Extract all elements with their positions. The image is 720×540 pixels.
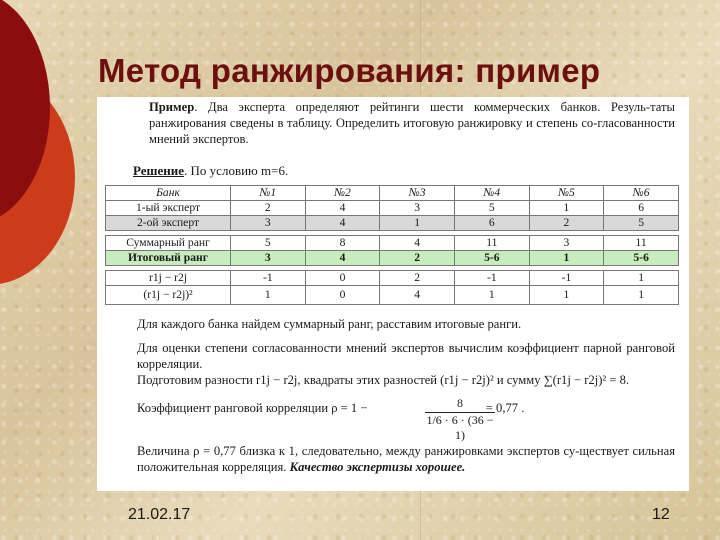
table-cell: 1 [529, 201, 604, 216]
row-label: (r1j − r2j)² [106, 286, 231, 305]
table-row [106, 236, 679, 251]
table-row [106, 201, 679, 216]
table-cell: 5 [231, 236, 306, 251]
table-cell: 1 [604, 271, 679, 286]
table-cell: 4 [305, 251, 380, 266]
estimate-paragraph: Для оценки степени согласованности мнений экспертов вычислим коэффициент парной ранговой корреляции. [137, 341, 675, 371]
table-cell: 1 [529, 286, 604, 305]
fraction-denominator: 1/6 · 6 · (36 − 1) [426, 413, 494, 442]
table-header: Банк [106, 186, 231, 201]
table-cell: 2 [529, 216, 604, 231]
table-cell: 11 [604, 236, 679, 251]
slide-title: Метод ранжирования: пример [98, 52, 601, 89]
table-row [106, 251, 679, 266]
table-cell: 4 [305, 201, 380, 216]
table-row [106, 286, 679, 305]
table-cell: 5 [454, 201, 529, 216]
table-cell: 11 [454, 236, 529, 251]
row-label: Суммарный ранг [106, 236, 231, 251]
table-cell: 3 [380, 201, 455, 216]
prepare-paragraph: Подготовим разности r1j − r2j, квадраты этих разностей (r1j − r2j)² и сумму ∑(r1j − r2j)² = 8. [137, 373, 630, 387]
coefficient-result: = 0,77 . [485, 401, 525, 415]
table-cell: 0 [305, 271, 380, 286]
table-header: №2 [305, 186, 380, 201]
table-cell: 3 [231, 251, 306, 266]
table-cell: 1 [231, 286, 306, 305]
row-label: Итоговый ранг [106, 251, 231, 266]
table-cell: 5-6 [604, 251, 679, 266]
table-cell: 3 [231, 216, 306, 231]
table-cell: 5 [604, 216, 679, 231]
table-cell: 4 [305, 216, 380, 231]
table-header: №5 [529, 186, 604, 201]
table-cell: 1 [454, 286, 529, 305]
coefficient-fraction [425, 396, 495, 443]
example-label: Пример [149, 100, 195, 114]
table-cell: 2 [380, 251, 455, 266]
content-image [97, 97, 689, 491]
table-header: №4 [454, 186, 529, 201]
table-cell: 8 [305, 236, 380, 251]
table-cell: 4 [380, 286, 455, 305]
table-header: №6 [604, 186, 679, 201]
row-label: 1-ый эксперт [106, 201, 231, 216]
table-header-row [106, 186, 679, 201]
table-cell: -1 [231, 271, 306, 286]
row-label: 2-ой эксперт [106, 216, 231, 231]
ranking-table [105, 185, 679, 305]
coefficient-label: Коэффициент ранговой корреляции ρ = 1 − [137, 401, 368, 415]
row-label: r1j − r2j [106, 271, 231, 286]
solution-line [133, 163, 288, 179]
slide-page-number: 12 [652, 506, 670, 523]
fraction-numerator: 8 [425, 396, 495, 413]
solution-text: . По условию m=6. [184, 163, 289, 178]
table-cell: 6 [604, 201, 679, 216]
table-cell: -1 [454, 271, 529, 286]
table-header: №3 [380, 186, 455, 201]
conclusion-text: Величина ρ = 0,77 близка к 1, следовательно, между ранжировками экспертов су-ществует сильная положительная корреляция. [137, 444, 675, 474]
conclusion-paragraph [137, 443, 675, 475]
example-paragraph [149, 99, 675, 147]
table-cell: 2 [380, 271, 455, 286]
table-cell: 2 [231, 201, 306, 216]
slide-date: 21.02.17 [128, 506, 191, 523]
sum-rank-paragraph: Для каждого банка найдем суммарный ранг, расставим итоговые ранги. [137, 317, 522, 331]
table-cell: -1 [529, 271, 604, 286]
table-row [106, 216, 679, 231]
table-header: №1 [231, 186, 306, 201]
table-cell: 0 [305, 286, 380, 305]
table-cell: 3 [529, 236, 604, 251]
table-cell: 4 [380, 236, 455, 251]
table-cell: 6 [454, 216, 529, 231]
table-cell: 1 [529, 251, 604, 266]
table-row [106, 271, 679, 286]
coefficient-line [137, 400, 675, 416]
example-text: . Два эксперта определяют рейтинги шести коммерческих банков. Резуль-таты ранжирования сведены в таблицу. Определить итоговую ранжировку и степень со-гласованности мнений экспертов. [149, 100, 675, 146]
table-cell: 1 [604, 286, 679, 305]
conclusion-emphasis: Качество экспертизы хорошее. [289, 460, 466, 474]
table-cell: 5-6 [454, 251, 529, 266]
solution-label: Решение [133, 163, 185, 178]
table-cell: 1 [380, 216, 455, 231]
